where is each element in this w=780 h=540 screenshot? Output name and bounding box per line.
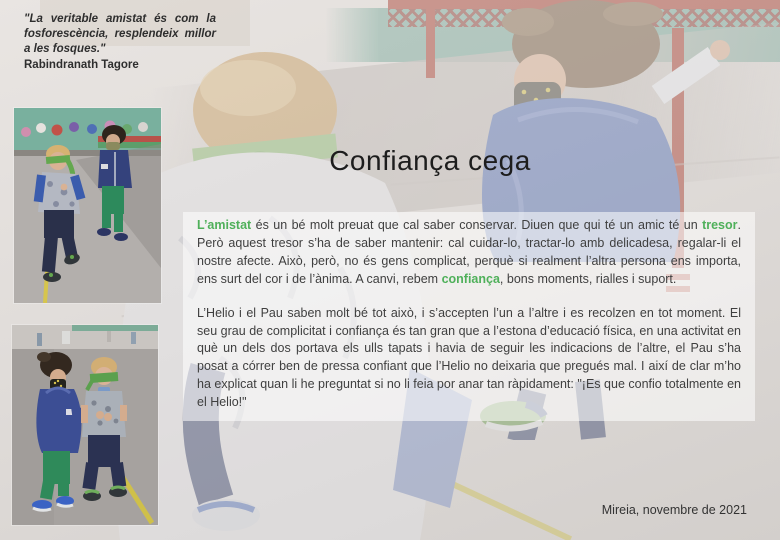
article-text-box <box>183 212 755 421</box>
paragraph-1-text: , bons moments, rialles i suport. <box>499 271 677 286</box>
quote-block <box>24 12 216 73</box>
attribution: Mireia, novembre de 2021 <box>601 503 747 517</box>
paragraph-2: L’Helio i el Pau saben molt bé tot això, i s’accepten l’un a l’altre i es recolzen en tot moment. El seu grau de complicitat i confiança és tan gran que a l’estona d’educació física, en una activitat en què un dels dos portava els ulls tapats i havia de seguir les indicacions de l’altre, el Pau s’ha posat a córrer ben de pressa confiant que l’Helio no deixaria que pregués mal. I així de clar m’ho ha explicat quan li he preguntat si no li feia por anar tan ràpidament: "¡Es que confio totalmente en el Helio!" <box>197 305 741 410</box>
highlight-confianca: confiança <box>441 271 500 286</box>
highlight-amistat: L’amistat <box>197 218 252 232</box>
quote-author: Rabindranath Tagore <box>24 59 139 71</box>
photo-boy-guiding-friend <box>12 325 158 525</box>
page-title: Confiança cega <box>329 145 531 176</box>
distant-playground <box>12 325 158 349</box>
paragraph-1 <box>197 217 741 289</box>
quote-text: "La veritable amistat és com la fosforescència, resplendeix millor a les fosques." <box>24 13 216 55</box>
highlight-tresor: tresor <box>702 218 738 232</box>
photo-blindfolded-boy-walking <box>14 108 161 303</box>
paragraph-1-text: . Però aquest tresor s’ha de saber mantenir: cal cuidar-lo, tractar-lo amb delicadesa, regalar-li el nostre afecte. Això, però, no és gens complicat, perquè si realment l’altra persona ens importa, ens surt del cor i de l’ànima. A canvi, rebem <box>197 218 741 286</box>
paragraph-1-text: és un bé molt preuat que cal saber conservar. Diuen que qui té un amic té un <box>251 218 703 232</box>
